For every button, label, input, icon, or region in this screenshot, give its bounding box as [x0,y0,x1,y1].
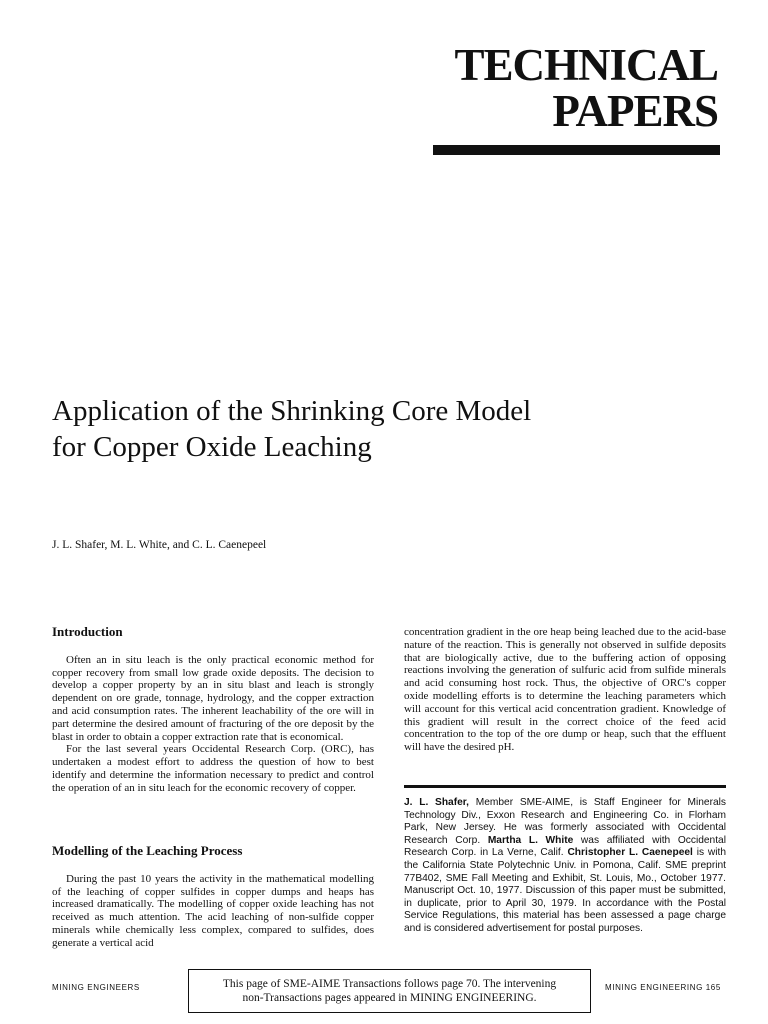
footer-left: MINING ENGINEERS [52,983,140,992]
column-2-paragraph: concentration gradient in the ore heap being leached due to the acid-base nature of the reaction. This is generally not observed in sulfide deposits that are biologically active, due to the buffering action of opposing reactions involving the generation of sulfuric acid from sulfide minerals and acid consuming host rock. Thus, the objective of ORC's copper oxide modelling efforts is to determine the leaching parameters which will account for this vertical acid concentration gradient. Knowledge of this gradient will result in the correct choice of the feed acid concentration to the top of the ore dump or heap, such that the effluent will have the desired pH. [404,626,726,754]
paper-title-line2: for Copper Oxide Leaching [52,431,372,463]
intro-section [52,626,374,795]
section-header [454,42,718,134]
column-2-text [404,626,726,754]
section-header-line2: PAPERS [552,86,718,136]
authors: J. L. Shafer, M. L. White, and C. L. Caenepeel [52,539,267,551]
transactions-notice-line1: This page of SME-AIME Transactions follows page 70. The intervening [222,978,557,990]
author-bio [404,797,726,936]
intro-paragraph-2: For the last several years Occidental Research Corp. (ORC), has undertaken a modest effort to address the question of how to best identify and determine the information necessary to predict and control the operation of an in situ leach for the economic recovery of copper. [52,743,374,794]
bio-name-white: Martha L. White [487,834,574,846]
transactions-notice [188,969,591,1013]
bio-name-shafer: J. L. Shafer, [404,797,469,808]
modelling-section [52,845,374,950]
paper-title-line1: Application of the Shrinking Core Model [52,395,532,427]
bio-text-1: Member SME-AIME, is Staff Engineer for Minerals Technology Div., Exxon Research and Engineering Co. in Florham Park, New Jersey. He was formerly associated with Occidental Research Corp. [404,797,727,846]
intro-paragraph-1: Often an in situ leach is the only practical economic method for copper recovery from small low grade oxide deposits. The decision to develop a copper property by an in situ blast and leach is strongly dependent on ore grade, tonnage, hydrology, and the copper extraction and acid consumption rates. The inherent leachability of the ore will in part determine the desired amount of fracturing of the ore deposit by the blast in order to obtain a copper extraction rate that is economical. [52,653,374,743]
intro-heading: Introduction [52,624,123,639]
modelling-heading: Modelling of the Leaching Process [52,843,243,858]
transactions-notice-line2: non-Transactions pages appeared in MINING ENGINEERING. [242,992,537,1004]
bio-text-2: was affiliated with Occidental Research Corp. in La Verne, Calif. [404,834,726,859]
bio-rule [404,785,726,788]
bio-name-caenepeel: Christopher L. Caenepeel [567,847,693,859]
footer-right-page-number: MINING ENGINEERING 165 [605,983,721,992]
paper-title [52,393,531,465]
header-rule [433,145,720,155]
bio-text-3: is with the California State Polytechnic Univ. in Pomona, Calif. SME preprint 77B402, SME Fall Meeting and Exhibit, St. Louis, Mo., October 1977. Manuscript Oct. 10, 1977. Discussion of this paper must be submitted, in duplicate, prior to April 30, 1979. In accordance with the Postal Service Regulations, this material has been assessed a page charge and is considered advertisement for postal purposes. [404,847,726,934]
section-header-line1: TECHNICAL [454,40,718,90]
modelling-paragraph-1: During the past 10 years the activity in the mathematical modelling of the leaching of copper sulfides in copper dumps and heaps has increased dramatically. The modelling of copper oxide leaching has not received as much attention. The acid leaching of non-sulfide copper minerals while chemically less complex, compared to sulfides, does generate a vertical acid [52,872,374,949]
